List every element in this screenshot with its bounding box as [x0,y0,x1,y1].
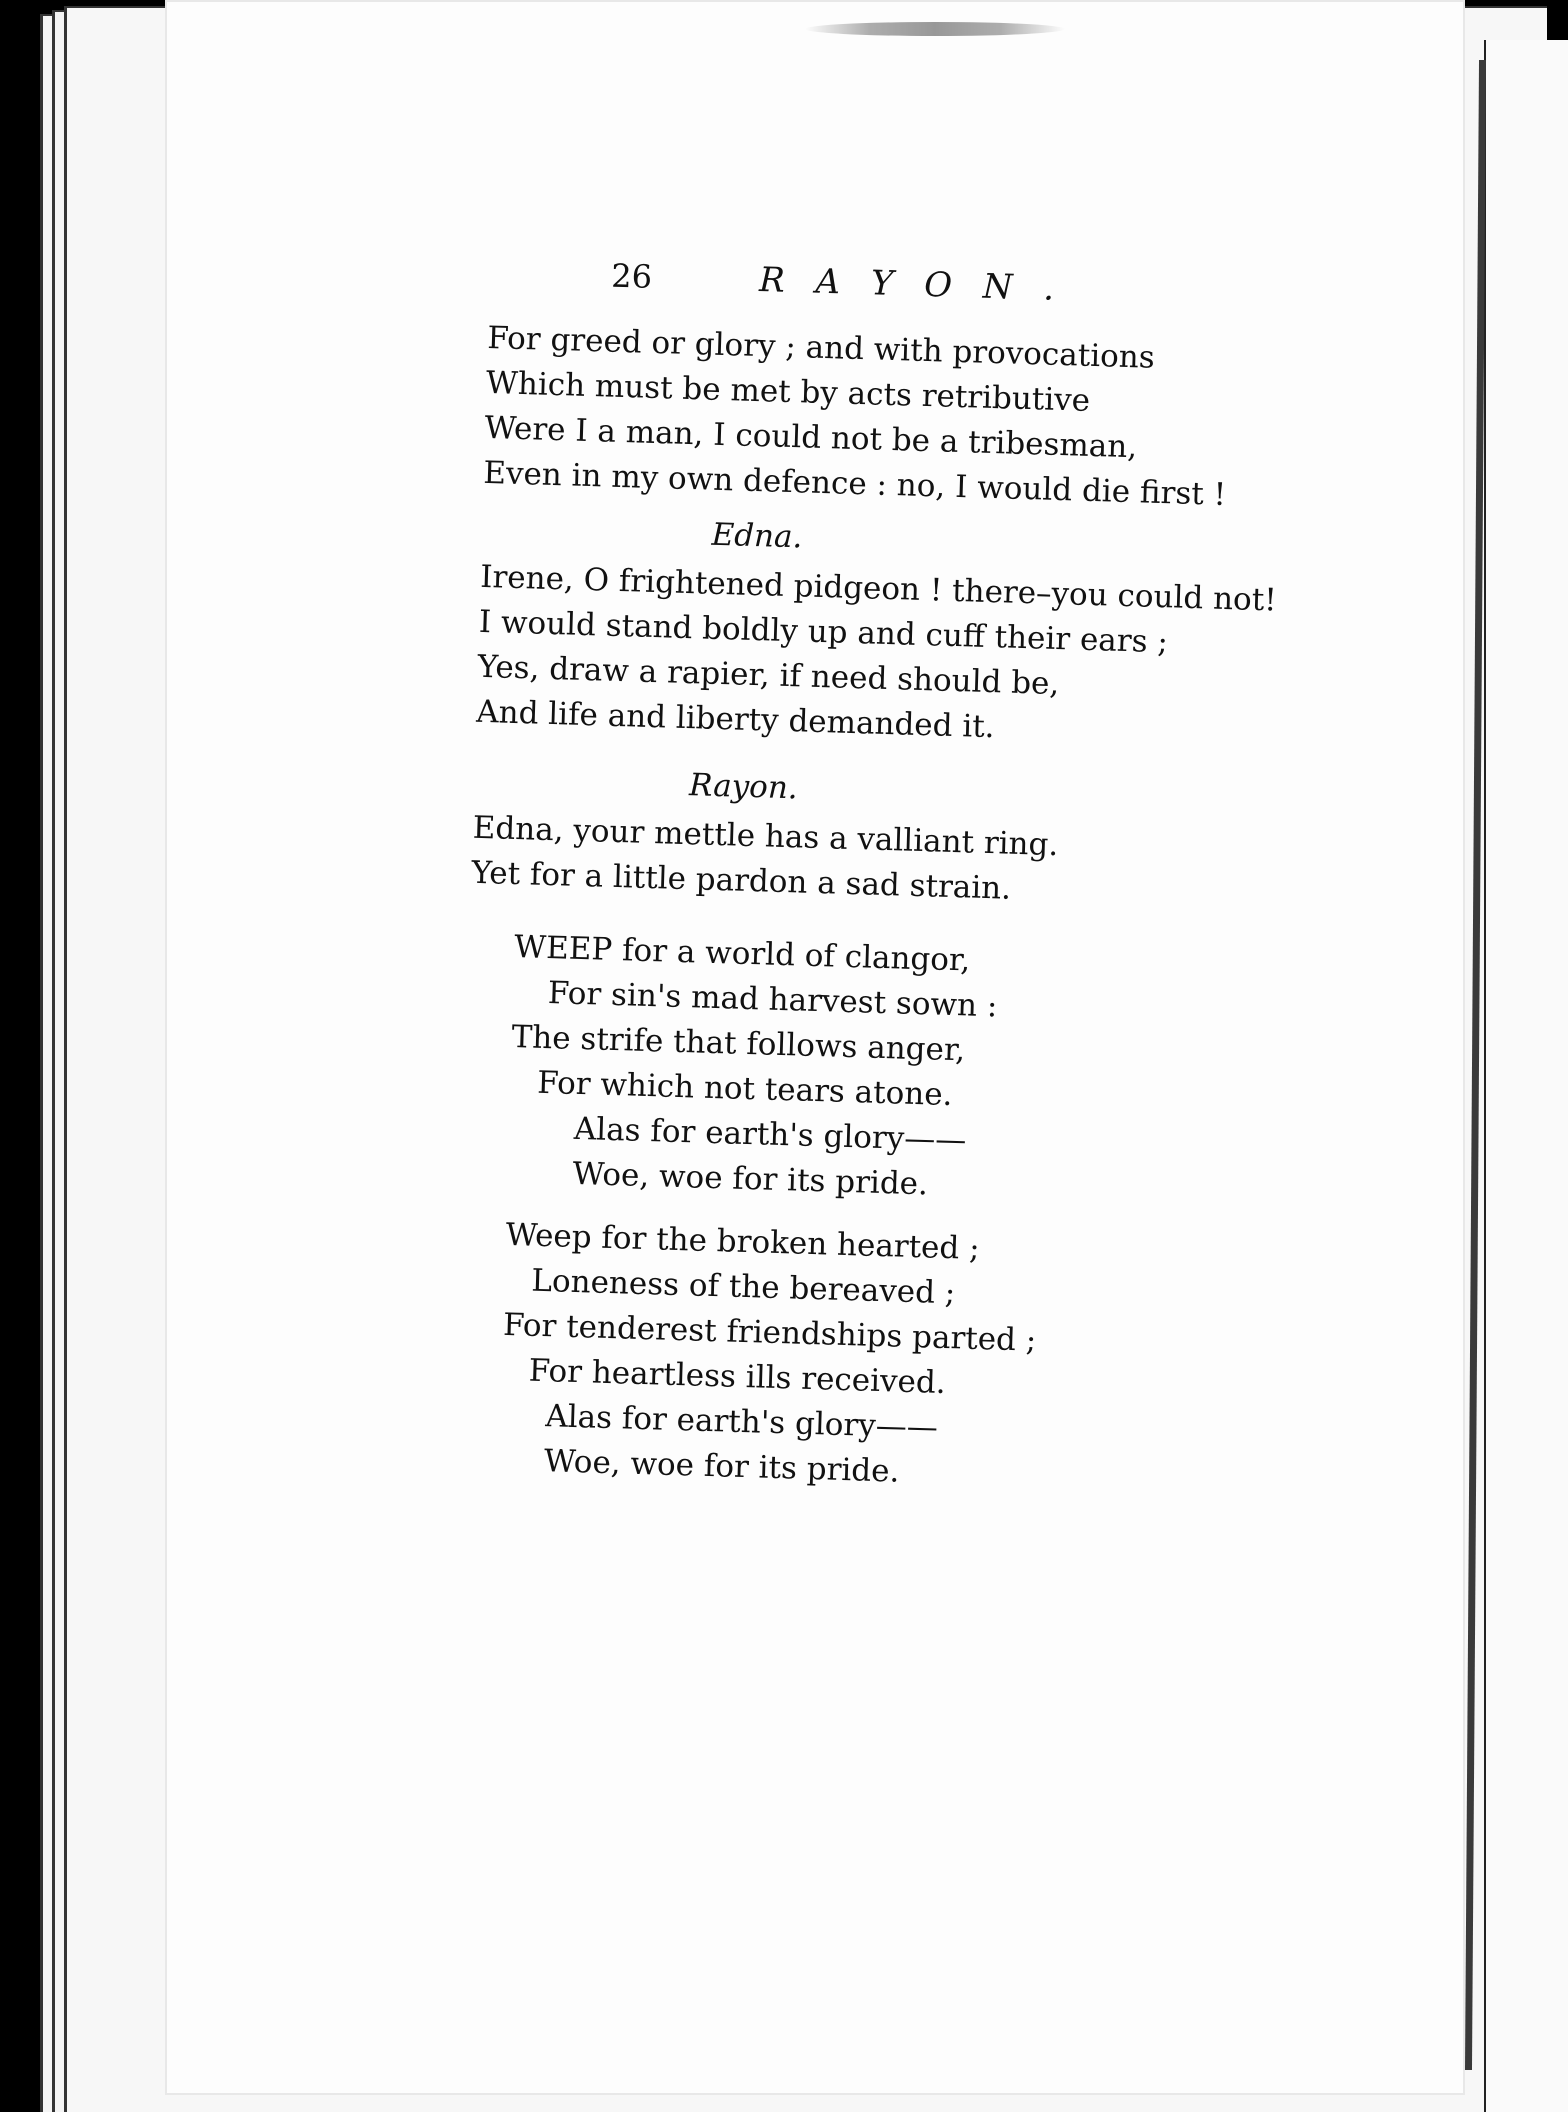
verse-line: Even in my own defence : no, I would die first ! [482,454,1227,513]
running-title: R A Y O N . [758,260,1065,310]
verse-line: Edna, your mettle has a valliant ring. [472,809,1059,864]
verse-line: For greed or glory ; and with provocations [486,319,1156,376]
speaker-name: Edna. [711,516,803,556]
verse-line: And life and liberty demanded it. [475,693,996,746]
verse-line: Which must be met by acts retributive [485,364,1091,419]
verse-line: WEEP for a world of clangor, [513,929,971,979]
verse-line: I would stand boldly up and cuff their ears ; [478,603,1169,661]
verse-line: For which not tears atone. [536,1064,953,1114]
verse-line: The strife that follows anger, [511,1018,966,1069]
speaker-name: Rayon. [688,767,799,807]
verse-line: Were I a man, I could not be a tribesman, [484,409,1138,466]
song-stanza-1 [462,924,1290,1218]
page-text [453,250,1309,1506]
verse-line: Yet for a little pardon a sad strain. [470,854,1012,907]
passage-1 [483,316,1308,520]
verse-line: For tenderest friendships parted ; [502,1306,1037,1359]
passage-3 [471,806,1293,920]
verse-line: Woe, woe for its pride. [572,1155,929,1203]
verse-line: Alas for earth's glory—— [544,1398,939,1446]
verse-line: Alas for earth's glory—— [573,1110,967,1159]
page-number: 26 [610,256,653,296]
verse-line: Loneness of the bereaved ; [530,1262,956,1312]
verse-line: For heartless ills received. [528,1352,947,1402]
song-stanza-2 [453,1212,1281,1506]
verse-line: For sin's mad harvest sown : [547,975,998,1025]
binding-smudge [805,22,1065,36]
verse-line: Irene, O frightened pidgeon ! there–you could not! [479,558,1278,619]
facing-page-edge [1484,40,1568,2112]
verse-line: Weep for the broken hearted ; [505,1216,981,1267]
verse-line: Woe, woe for its pride. [543,1443,900,1490]
passage-2 [476,555,1301,759]
verse-line: Yes, draw a rapier, if need should be, [477,648,1060,703]
